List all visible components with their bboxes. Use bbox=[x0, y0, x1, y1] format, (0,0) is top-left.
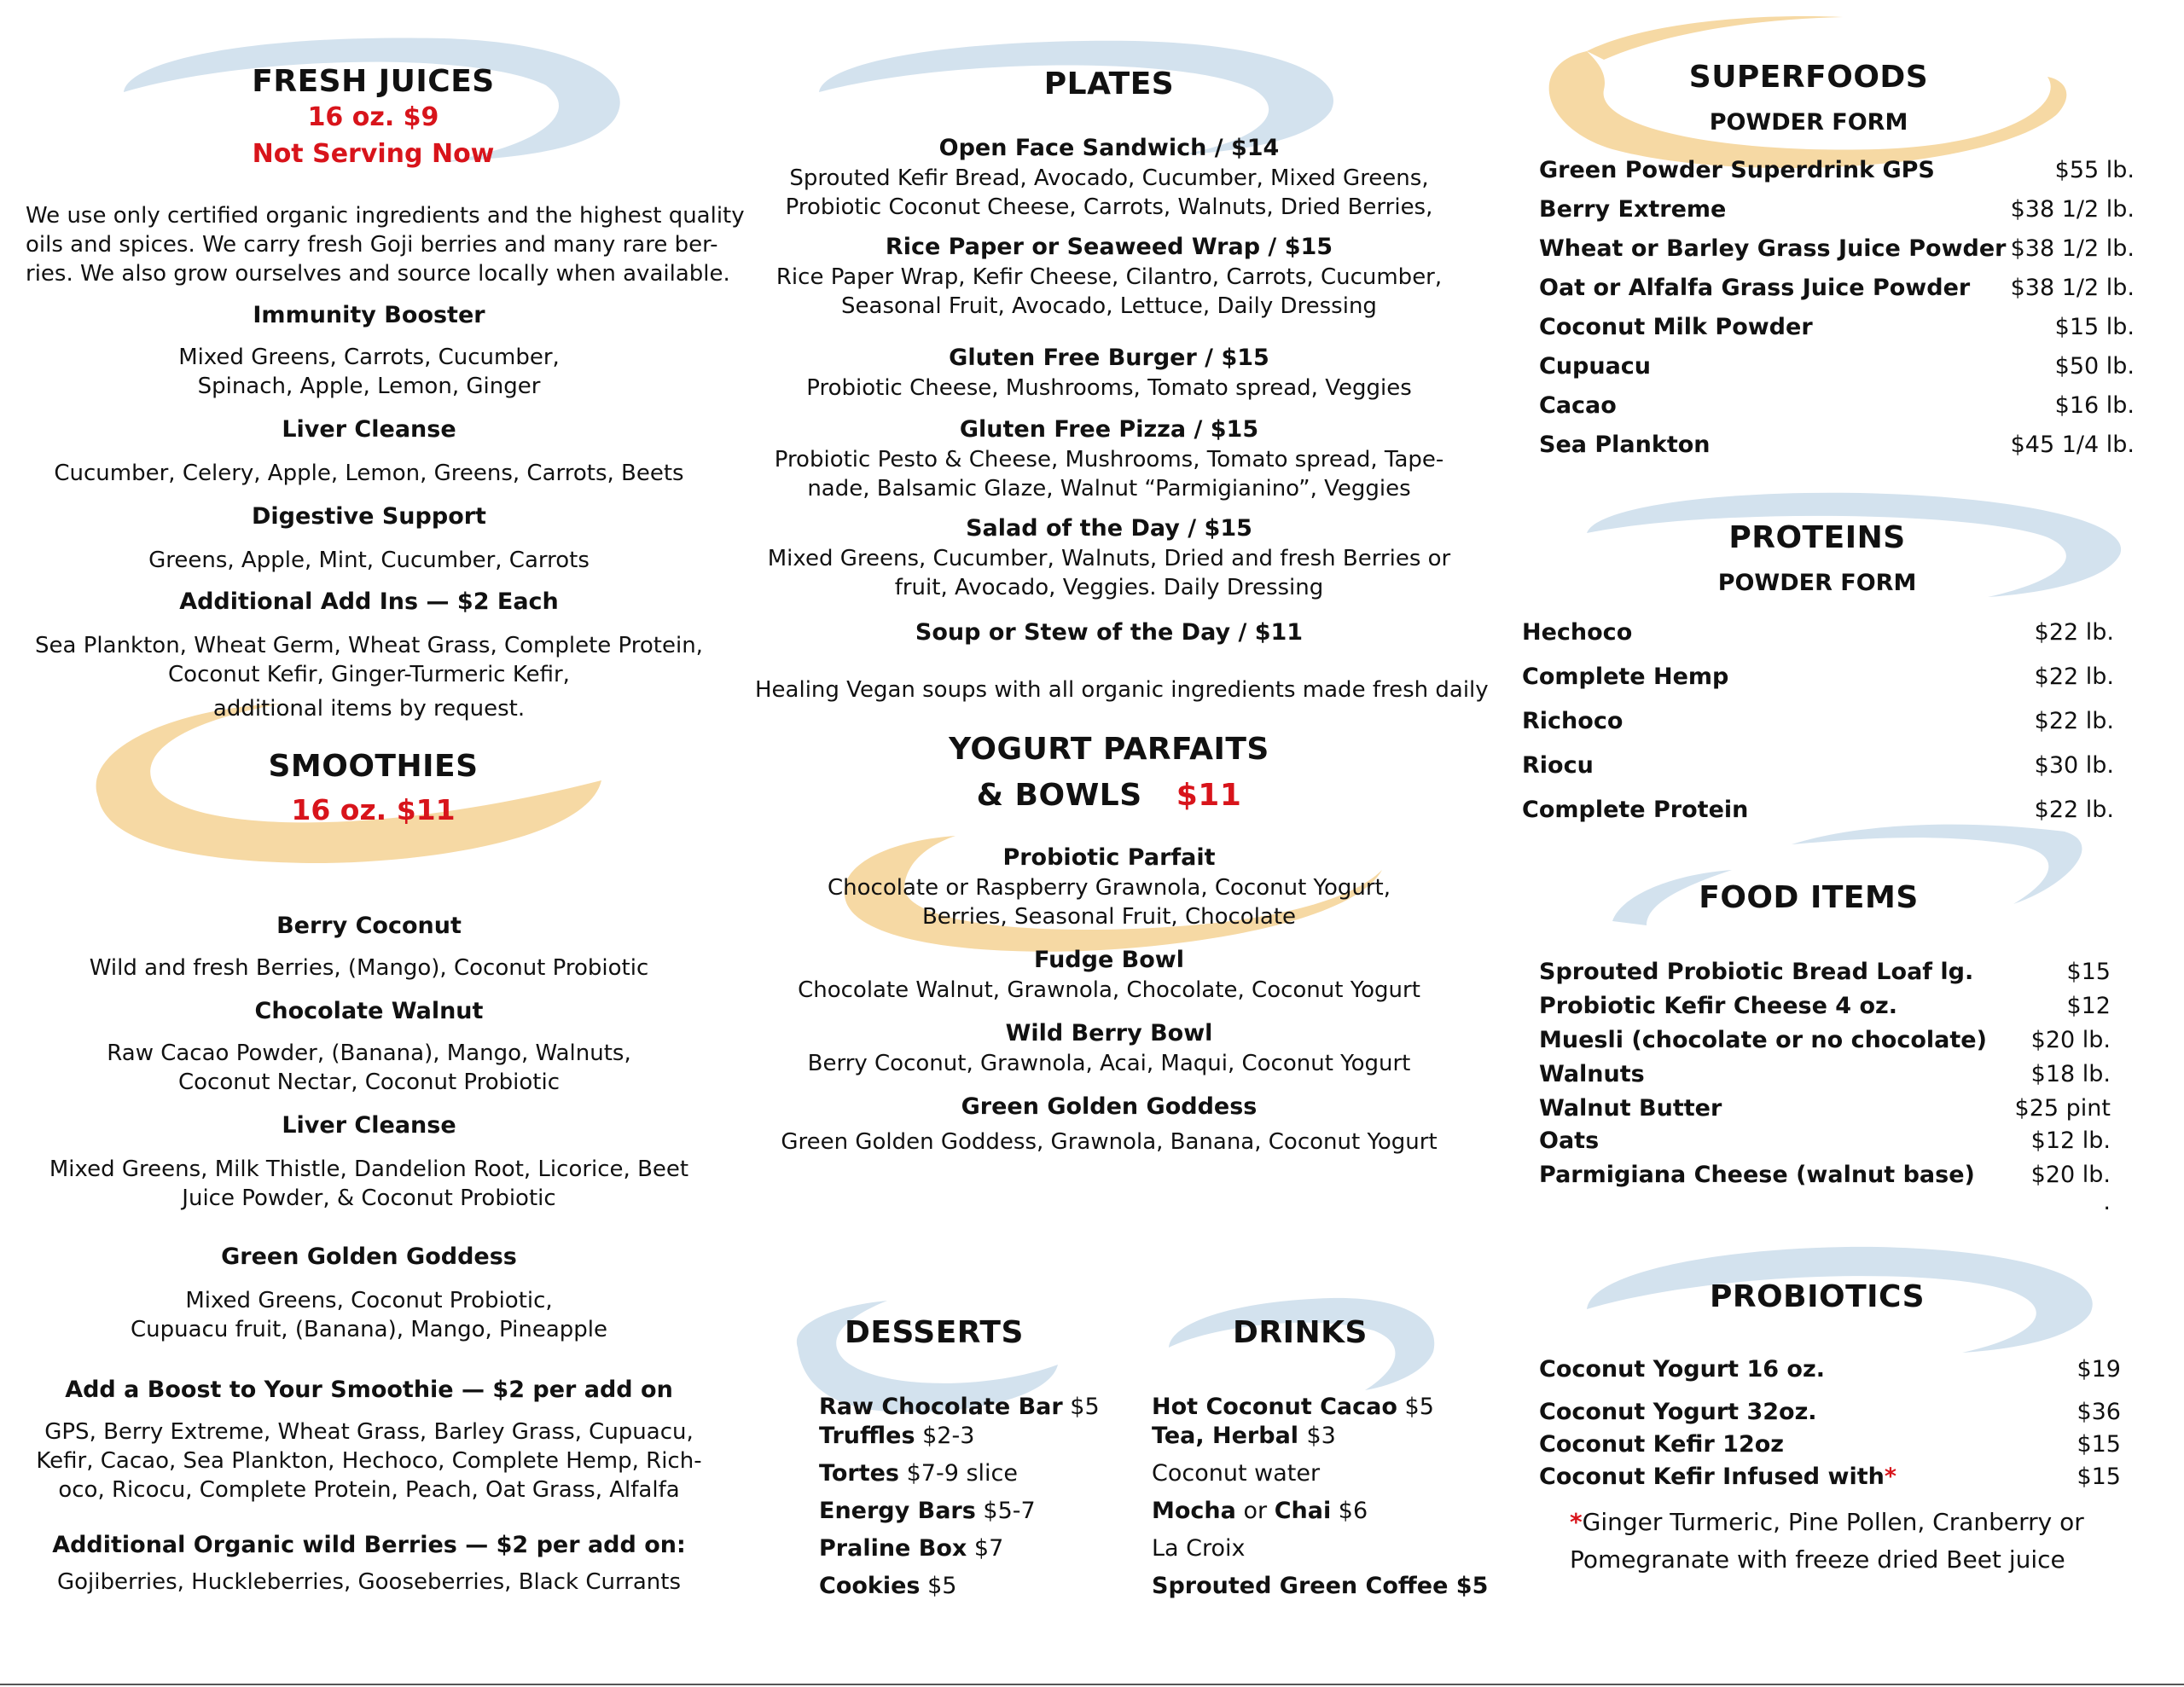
probiotic-name: Coconut Yogurt 32oz. bbox=[1539, 1399, 1817, 1425]
probiotics-heading: PROBIOTICS bbox=[1709, 1279, 1926, 1314]
plate-item-desc: Sprouted Kefir Bread, Avocado, Cucumber, Mixed Greens, bbox=[789, 165, 1429, 191]
juice-item-name: Additional Add Ins — $2 Each bbox=[179, 588, 559, 615]
superfood-name: Green Powder Superdrink GPS bbox=[1539, 157, 1935, 183]
superfood-price: $55 lb. bbox=[2054, 157, 2135, 183]
food-item-name: Probiotic Kefir Cheese 4 oz. bbox=[1539, 993, 1897, 1019]
food-item-name: Muesli (chocolate or no chocolate) bbox=[1539, 1027, 1987, 1053]
dessert-name: Praline Box bbox=[819, 1535, 967, 1562]
yogurt-item-name: Green Golden Goddess bbox=[961, 1093, 1258, 1120]
juices-intro-line-2: oils and spices. We carry fresh Goji berries and many rare ber- bbox=[26, 232, 718, 258]
plate-item-desc: Probiotic Cheese, Mushrooms, Tomato spread, Veggies bbox=[806, 375, 1412, 401]
probiotic-name: Coconut Kefir 12oz bbox=[1539, 1431, 1784, 1458]
plate-item-name: Gluten Free Burger / $15 bbox=[949, 345, 1269, 371]
food-items-trailing-dot: . bbox=[2103, 1189, 2111, 1215]
food-item-name: Walnuts bbox=[1539, 1061, 1645, 1087]
dessert-price: $5-7 bbox=[983, 1498, 1036, 1524]
yogurt-item-name: Wild Berry Bowl bbox=[1005, 1020, 1213, 1046]
fresh-juices-price: 16 oz. $9 bbox=[307, 102, 439, 132]
yogurt-heading-line-2 bbox=[862, 778, 1356, 813]
superfood-price: $38 1/2 lb. bbox=[2010, 275, 2135, 301]
protein-price: $22 lb. bbox=[2034, 664, 2114, 690]
dessert-price: $7 bbox=[973, 1535, 1004, 1562]
drink-price: $5 bbox=[1404, 1394, 1434, 1420]
dessert-price: $5 bbox=[1070, 1394, 1100, 1420]
smoothie-item-desc: Kefir, Cacao, Sea Plankton, Hechoco, Complete Hemp, Rich- bbox=[36, 1448, 702, 1474]
food-item-price: $25 pint bbox=[2014, 1095, 2111, 1122]
dessert-price: $2-3 bbox=[922, 1423, 975, 1449]
juice-item-name: Immunity Booster bbox=[253, 302, 485, 328]
smoothie-item-name: Berry Coconut bbox=[276, 913, 462, 939]
superfood-name: Oat or Alfalfa Grass Juice Powder bbox=[1539, 275, 1971, 301]
plate-item-desc: Seasonal Fruit, Avocado, Lettuce, Daily Dressing bbox=[841, 293, 1377, 319]
juice-item-desc: Greens, Apple, Mint, Cucumber, Carrots bbox=[148, 548, 590, 573]
plate-item-desc: Probiotic Pesto & Cheese, Mushrooms, Tomato spread, Tape- bbox=[774, 447, 1444, 472]
drink-name: Hot Coconut Cacao bbox=[1152, 1394, 1397, 1420]
superfood-name: Wheat or Barley Grass Juice Powder bbox=[1539, 235, 2007, 262]
food-item-price: $20 lb. bbox=[2030, 1027, 2111, 1053]
yogurt-item-desc: Berry Coconut, Grawnola, Acai, Maqui, Coconut Yogurt bbox=[807, 1051, 1411, 1076]
dessert-name: Raw Chocolate Bar bbox=[819, 1394, 1063, 1420]
probiotic-price: $36 bbox=[2077, 1399, 2121, 1425]
protein-name: Complete Protein bbox=[1522, 797, 1749, 823]
drink-price: $3 bbox=[1306, 1423, 1336, 1449]
yogurt-item-desc: Green Golden Goddess, Grawnola, Banana, Coconut Yogurt bbox=[781, 1129, 1438, 1155]
superfoods-subheading: POWDER FORM bbox=[1709, 109, 1908, 136]
probiotics-footnote-line-2: Pomegranate with freeze dried Beet juice bbox=[1570, 1545, 2065, 1574]
superfood-name: Berry Extreme bbox=[1539, 196, 1727, 223]
food-items-heading: FOOD ITEMS bbox=[1699, 880, 1919, 915]
dessert-item bbox=[819, 1394, 1100, 1420]
asterisk-mark: * bbox=[1884, 1464, 1896, 1490]
protein-price: $22 lb. bbox=[2034, 619, 2114, 646]
smoothie-item-desc: Raw Cacao Powder, (Banana), Mango, Walnuts, bbox=[107, 1041, 631, 1066]
plate-item-desc: nade, Balsamic Glaze, Walnut “Parmigianino”, Veggies bbox=[807, 476, 1411, 501]
bottom-divider bbox=[0, 1684, 2184, 1685]
protein-name: Complete Hemp bbox=[1522, 664, 1729, 690]
juice-item-desc: Coconut Kefir, Ginger-Turmeric Kefir, bbox=[168, 662, 570, 687]
dessert-name: Energy Bars bbox=[819, 1498, 976, 1524]
smoothie-item-name: Add a Boost to Your Smoothie — $2 per add on bbox=[65, 1377, 673, 1403]
food-item-name: Parmigiana Cheese (walnut base) bbox=[1539, 1162, 1975, 1188]
dessert-item bbox=[819, 1460, 1018, 1487]
dessert-item bbox=[819, 1498, 1036, 1524]
superfoods-heading: SUPERFOODS bbox=[1688, 60, 1929, 95]
drink-item: Coconut water bbox=[1152, 1460, 1321, 1487]
food-item-price: $20 lb. bbox=[2030, 1162, 2111, 1188]
superfood-price: $16 lb. bbox=[2054, 392, 2135, 419]
drinks-heading: DRINKS bbox=[1233, 1315, 1368, 1350]
yogurt-item-name: Fudge Bowl bbox=[1033, 947, 1184, 973]
plate-item-name: Soup or Stew of the Day / $11 bbox=[915, 619, 1304, 646]
yogurt-item-desc: Chocolate Walnut, Grawnola, Chocolate, Coconut Yogurt bbox=[798, 977, 1420, 1003]
drink-item bbox=[1152, 1498, 1368, 1524]
yogurt-heading-line-1: YOGURT PARFAITS bbox=[949, 732, 1269, 767]
drink-item bbox=[1152, 1394, 1434, 1420]
smoothie-item-name: Green Golden Goddess bbox=[221, 1244, 517, 1270]
smoothie-item-name: Additional Organic wild Berries — $2 per add on: bbox=[52, 1532, 686, 1558]
plate-item-name: Gluten Free Pizza / $15 bbox=[959, 416, 1259, 443]
superfood-price: $38 1/2 lb. bbox=[2010, 196, 2135, 223]
fresh-juices-status: Not Serving Now bbox=[252, 139, 495, 169]
smoothies-heading: SMOOTHIES bbox=[268, 749, 479, 784]
juice-item-name: Digestive Support bbox=[252, 503, 486, 530]
drink-item bbox=[1152, 1423, 1336, 1449]
proteins-subheading: POWDER FORM bbox=[1717, 570, 1917, 596]
plates-heading: PLATES bbox=[1043, 67, 1175, 101]
protein-name: Hechoco bbox=[1522, 619, 1633, 646]
juice-item-desc: additional items by request. bbox=[212, 696, 526, 722]
dessert-item bbox=[819, 1423, 974, 1449]
yogurt-item-desc: Chocolate or Raspberry Grawnola, Coconut Yogurt, bbox=[827, 875, 1391, 901]
dessert-price: $7-9 slice bbox=[906, 1460, 1018, 1487]
smoothie-item-desc: Cupuacu fruit, (Banana), Mango, Pineapple bbox=[130, 1317, 607, 1342]
food-item-price: $12 bbox=[2066, 993, 2111, 1019]
drink-item: Sprouted Green Coffee $5 bbox=[1152, 1573, 1489, 1599]
drink-name: Chai bbox=[1274, 1498, 1332, 1524]
footnote-text: Ginger Turmeric, Pine Pollen, Cranberry or bbox=[1582, 1508, 2084, 1536]
food-item-name: Oats bbox=[1539, 1128, 1600, 1154]
plate-item-desc: Probiotic Coconut Cheese, Carrots, Walnuts, Dried Berries, bbox=[785, 194, 1433, 220]
drink-name: Mocha bbox=[1152, 1498, 1236, 1524]
protein-name: Richoco bbox=[1522, 708, 1623, 734]
plate-item-name: Rice Paper or Seaweed Wrap / $15 bbox=[885, 234, 1333, 260]
smoothies-price: 16 oz. $11 bbox=[291, 793, 456, 826]
yogurt-item-name: Probiotic Parfait bbox=[1002, 844, 1216, 871]
yogurt-heading-text: & BOWLS bbox=[976, 778, 1142, 813]
yogurt-item-desc: Berries, Seasonal Fruit, Chocolate bbox=[921, 904, 1297, 930]
plate-item-desc: fruit, Avocado, Veggies. Daily Dressing bbox=[894, 575, 1324, 600]
probiotic-price: $15 bbox=[2077, 1431, 2121, 1458]
juice-item-desc: Cucumber, Celery, Apple, Lemon, Greens, Carrots, Beets bbox=[54, 461, 684, 486]
juice-item-desc: Sea Plankton, Wheat Germ, Wheat Grass, Complete Protein, bbox=[35, 633, 703, 658]
food-item-name: Walnut Butter bbox=[1539, 1095, 1722, 1122]
probiotic-item bbox=[1539, 1464, 1896, 1490]
plate-item-desc: Mixed Greens, Cucumber, Walnuts, Dried and fresh Berries or bbox=[767, 546, 1451, 571]
fresh-juices-heading: FRESH JUICES bbox=[252, 64, 495, 99]
smoothie-item-desc: Gojiberries, Huckleberries, Gooseberries, Black Currants bbox=[56, 1569, 682, 1595]
food-item-price: $12 lb. bbox=[2030, 1128, 2111, 1154]
juice-item-desc: Mixed Greens, Carrots, Cucumber, bbox=[178, 345, 560, 370]
drink-connector: or bbox=[1243, 1498, 1268, 1524]
plates-note: Healing Vegan soups with all organic ingredients made fresh daily bbox=[755, 677, 1489, 703]
food-item-price: $18 lb. bbox=[2030, 1061, 2111, 1087]
smoothie-item-desc: Wild and fresh Berries, (Mango), Coconut Probiotic bbox=[89, 955, 649, 981]
smoothie-item-desc: Juice Powder, & Coconut Probiotic bbox=[182, 1186, 556, 1211]
drink-price: $6 bbox=[1338, 1498, 1368, 1524]
juice-item-name: Liver Cleanse bbox=[282, 416, 456, 443]
probiotic-name: Coconut Kefir Infused with bbox=[1539, 1464, 1885, 1490]
superfood-price: $50 lb. bbox=[2054, 353, 2135, 380]
dessert-item bbox=[819, 1573, 956, 1599]
probiotic-name: Coconut Yogurt 16 oz. bbox=[1539, 1356, 1825, 1383]
dessert-name: Truffles bbox=[819, 1423, 915, 1449]
dessert-price: $5 bbox=[927, 1573, 957, 1599]
plate-item-desc: Rice Paper Wrap, Kefir Cheese, Cilantro, Carrots, Cucumber, bbox=[775, 264, 1443, 290]
desserts-heading: DESSERTS bbox=[845, 1315, 1024, 1350]
juices-intro-line-1: We use only certified organic ingredients and the highest quality bbox=[26, 203, 745, 229]
superfood-name: Coconut Milk Powder bbox=[1539, 314, 1813, 340]
protein-name: Riocu bbox=[1522, 752, 1594, 779]
proteins-heading: PROTEINS bbox=[1728, 520, 1906, 555]
superfood-name: Sea Plankton bbox=[1539, 432, 1711, 458]
protein-price: $22 lb. bbox=[2034, 797, 2114, 823]
probiotics-footnote-line-1 bbox=[1570, 1508, 2084, 1536]
protein-price: $30 lb. bbox=[2034, 752, 2114, 779]
dessert-name: Cookies bbox=[819, 1573, 921, 1599]
drink-item: La Croix bbox=[1152, 1535, 1246, 1562]
smoothie-item-name: Chocolate Walnut bbox=[254, 998, 484, 1024]
protein-price: $22 lb. bbox=[2034, 708, 2114, 734]
smoothie-item-desc: Mixed Greens, Milk Thistle, Dandelion Root, Licorice, Beet bbox=[49, 1157, 689, 1182]
superfood-price: $15 lb. bbox=[2054, 314, 2135, 340]
plate-item-name: Salad of the Day / $15 bbox=[966, 515, 1252, 542]
smoothie-item-desc: Coconut Nectar, Coconut Probiotic bbox=[177, 1070, 561, 1095]
superfood-price: $45 1/4 lb. bbox=[2010, 432, 2135, 458]
dessert-name: Tortes bbox=[819, 1460, 899, 1487]
smoothie-item-desc: GPS, Berry Extreme, Wheat Grass, Barley Grass, Cupuacu, bbox=[44, 1419, 694, 1445]
probiotic-price: $19 bbox=[2077, 1356, 2121, 1383]
superfood-price: $38 1/2 lb. bbox=[2010, 235, 2135, 262]
footnote-asterisk: * bbox=[1570, 1508, 1583, 1536]
probiotic-price: $15 bbox=[2077, 1464, 2121, 1490]
smoothie-item-desc: oco, Ricocu, Complete Protein, Peach, Oat Grass, Alfalfa bbox=[58, 1477, 680, 1503]
smoothie-item-name: Liver Cleanse bbox=[282, 1112, 456, 1139]
plate-item-name: Open Face Sandwich / $14 bbox=[938, 135, 1280, 161]
juices-intro-line-3: ries. We also grow ourselves and source locally when available. bbox=[26, 261, 730, 287]
yogurt-price: $11 bbox=[1176, 778, 1242, 813]
smoothie-item-desc: Mixed Greens, Coconut Probiotic, bbox=[185, 1288, 553, 1313]
food-item-name: Sprouted Probiotic Bread Loaf lg. bbox=[1539, 959, 1974, 985]
superfood-name: Cupuacu bbox=[1539, 353, 1652, 380]
drink-name: Tea, Herbal bbox=[1152, 1423, 1307, 1449]
dessert-item bbox=[819, 1535, 1003, 1562]
superfood-name: Cacao bbox=[1539, 392, 1617, 419]
food-item-price: $15 bbox=[2066, 959, 2111, 985]
juice-item-desc: Spinach, Apple, Lemon, Ginger bbox=[197, 374, 541, 399]
